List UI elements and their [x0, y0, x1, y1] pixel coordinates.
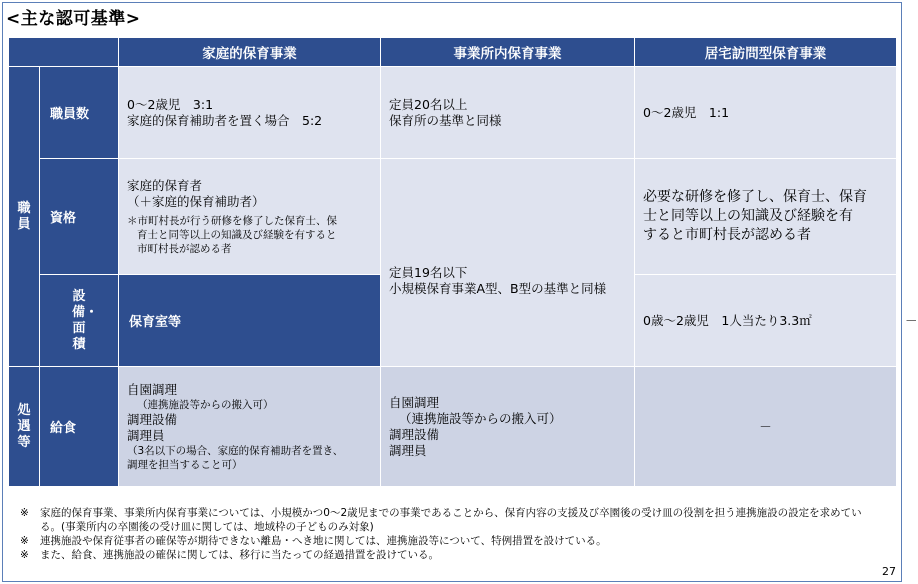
group-staff: 職員: [9, 67, 40, 367]
footnote: ※ 家庭的保育事業、事業所内保育事業については、小規模かつ0～2歳児までの事業であることから、保育内容の支援及び卒園後の受け皿の役割を担う連携施設の設定を求めている。(事業所内の卒園後の受け皿に関しては、地域枠の子どものみ対象): [20, 507, 862, 533]
header-katei: 家庭的保育事業: [119, 38, 381, 67]
cell-jigyosho-upper: 定員20名以上 保育所の基準と同様: [381, 67, 635, 159]
row-label-room: 保育室等: [119, 275, 381, 367]
row-label-qualification: 資格: [40, 159, 119, 275]
criteria-table: [8, 37, 918, 487]
page-number: 27: [882, 565, 896, 578]
cell-kyotaku-meal: －: [635, 367, 897, 487]
header-jigyosho: 事業所内保育事業: [381, 38, 635, 67]
footnote: ※ 連携施設や保育従事者の確保等が期待できない離島・へき地に関しては、連携施設等について、特例措置を設けている。: [20, 535, 607, 547]
cell-katei-room: 0歳～2歳児 1人当たり3.3㎡: [635, 275, 897, 367]
group-facility: 設備・面積: [40, 275, 119, 367]
row-meal: [9, 367, 897, 487]
row-label-staff-count: 職員数: [40, 67, 119, 159]
cell-jigyosho-lower: 定員19名以下 小規模保育事業A型、B型の基準と同様: [381, 159, 635, 367]
cell-jigyosho-meal: 自園調理 （連携施設等からの搬入可） 調理設備 調理員: [381, 367, 635, 487]
row-qualification: [9, 159, 897, 275]
row-staff-count: [9, 67, 897, 159]
header-corner: [9, 38, 119, 67]
cell-katei-qualification: 家庭的保育者 （＋家庭的保育補助者） ＊市町村長が行う研修を修了した保育士、保 育士と同等以上の知識及び経験を有すると 市町村長が認める者: [119, 159, 381, 275]
header-row: [9, 38, 897, 67]
cell-kyotaku-staff-count: 0～2歳児 1:1: [635, 67, 897, 159]
row-room: 設備・面積 保育室等 0歳～2歳児 1人当たり3.3㎡ －: [9, 275, 897, 367]
header-kyotaku: 居宅訪問型保育事業: [635, 38, 897, 67]
footnote: ※ また、給食、連携施設の確保に関しては、移行に当たっての経過措置を設けている。: [20, 549, 439, 561]
cell-katei-meal: 自園調理 （連携施設等からの搬入可） 調理設備 調理員 （3名以下の場合、家庭的保育補助者を置き、 調理を担当すること可）: [119, 367, 381, 487]
cell-kyotaku-qualification: 必要な研修を修了し、保育士、保育 士と同等以上の知識及び経験を有 すると市町村長が認める者: [635, 159, 897, 275]
page-title: <主な認可基準>: [6, 9, 141, 29]
row-label-meal: 給食: [40, 367, 119, 487]
cell-katei-staff-count: 0～2歳児 3:1 家庭的保育補助者を置く場合 5:2: [119, 67, 381, 159]
group-treatment: 処遇等: [9, 367, 40, 487]
footnotes: [20, 506, 880, 562]
